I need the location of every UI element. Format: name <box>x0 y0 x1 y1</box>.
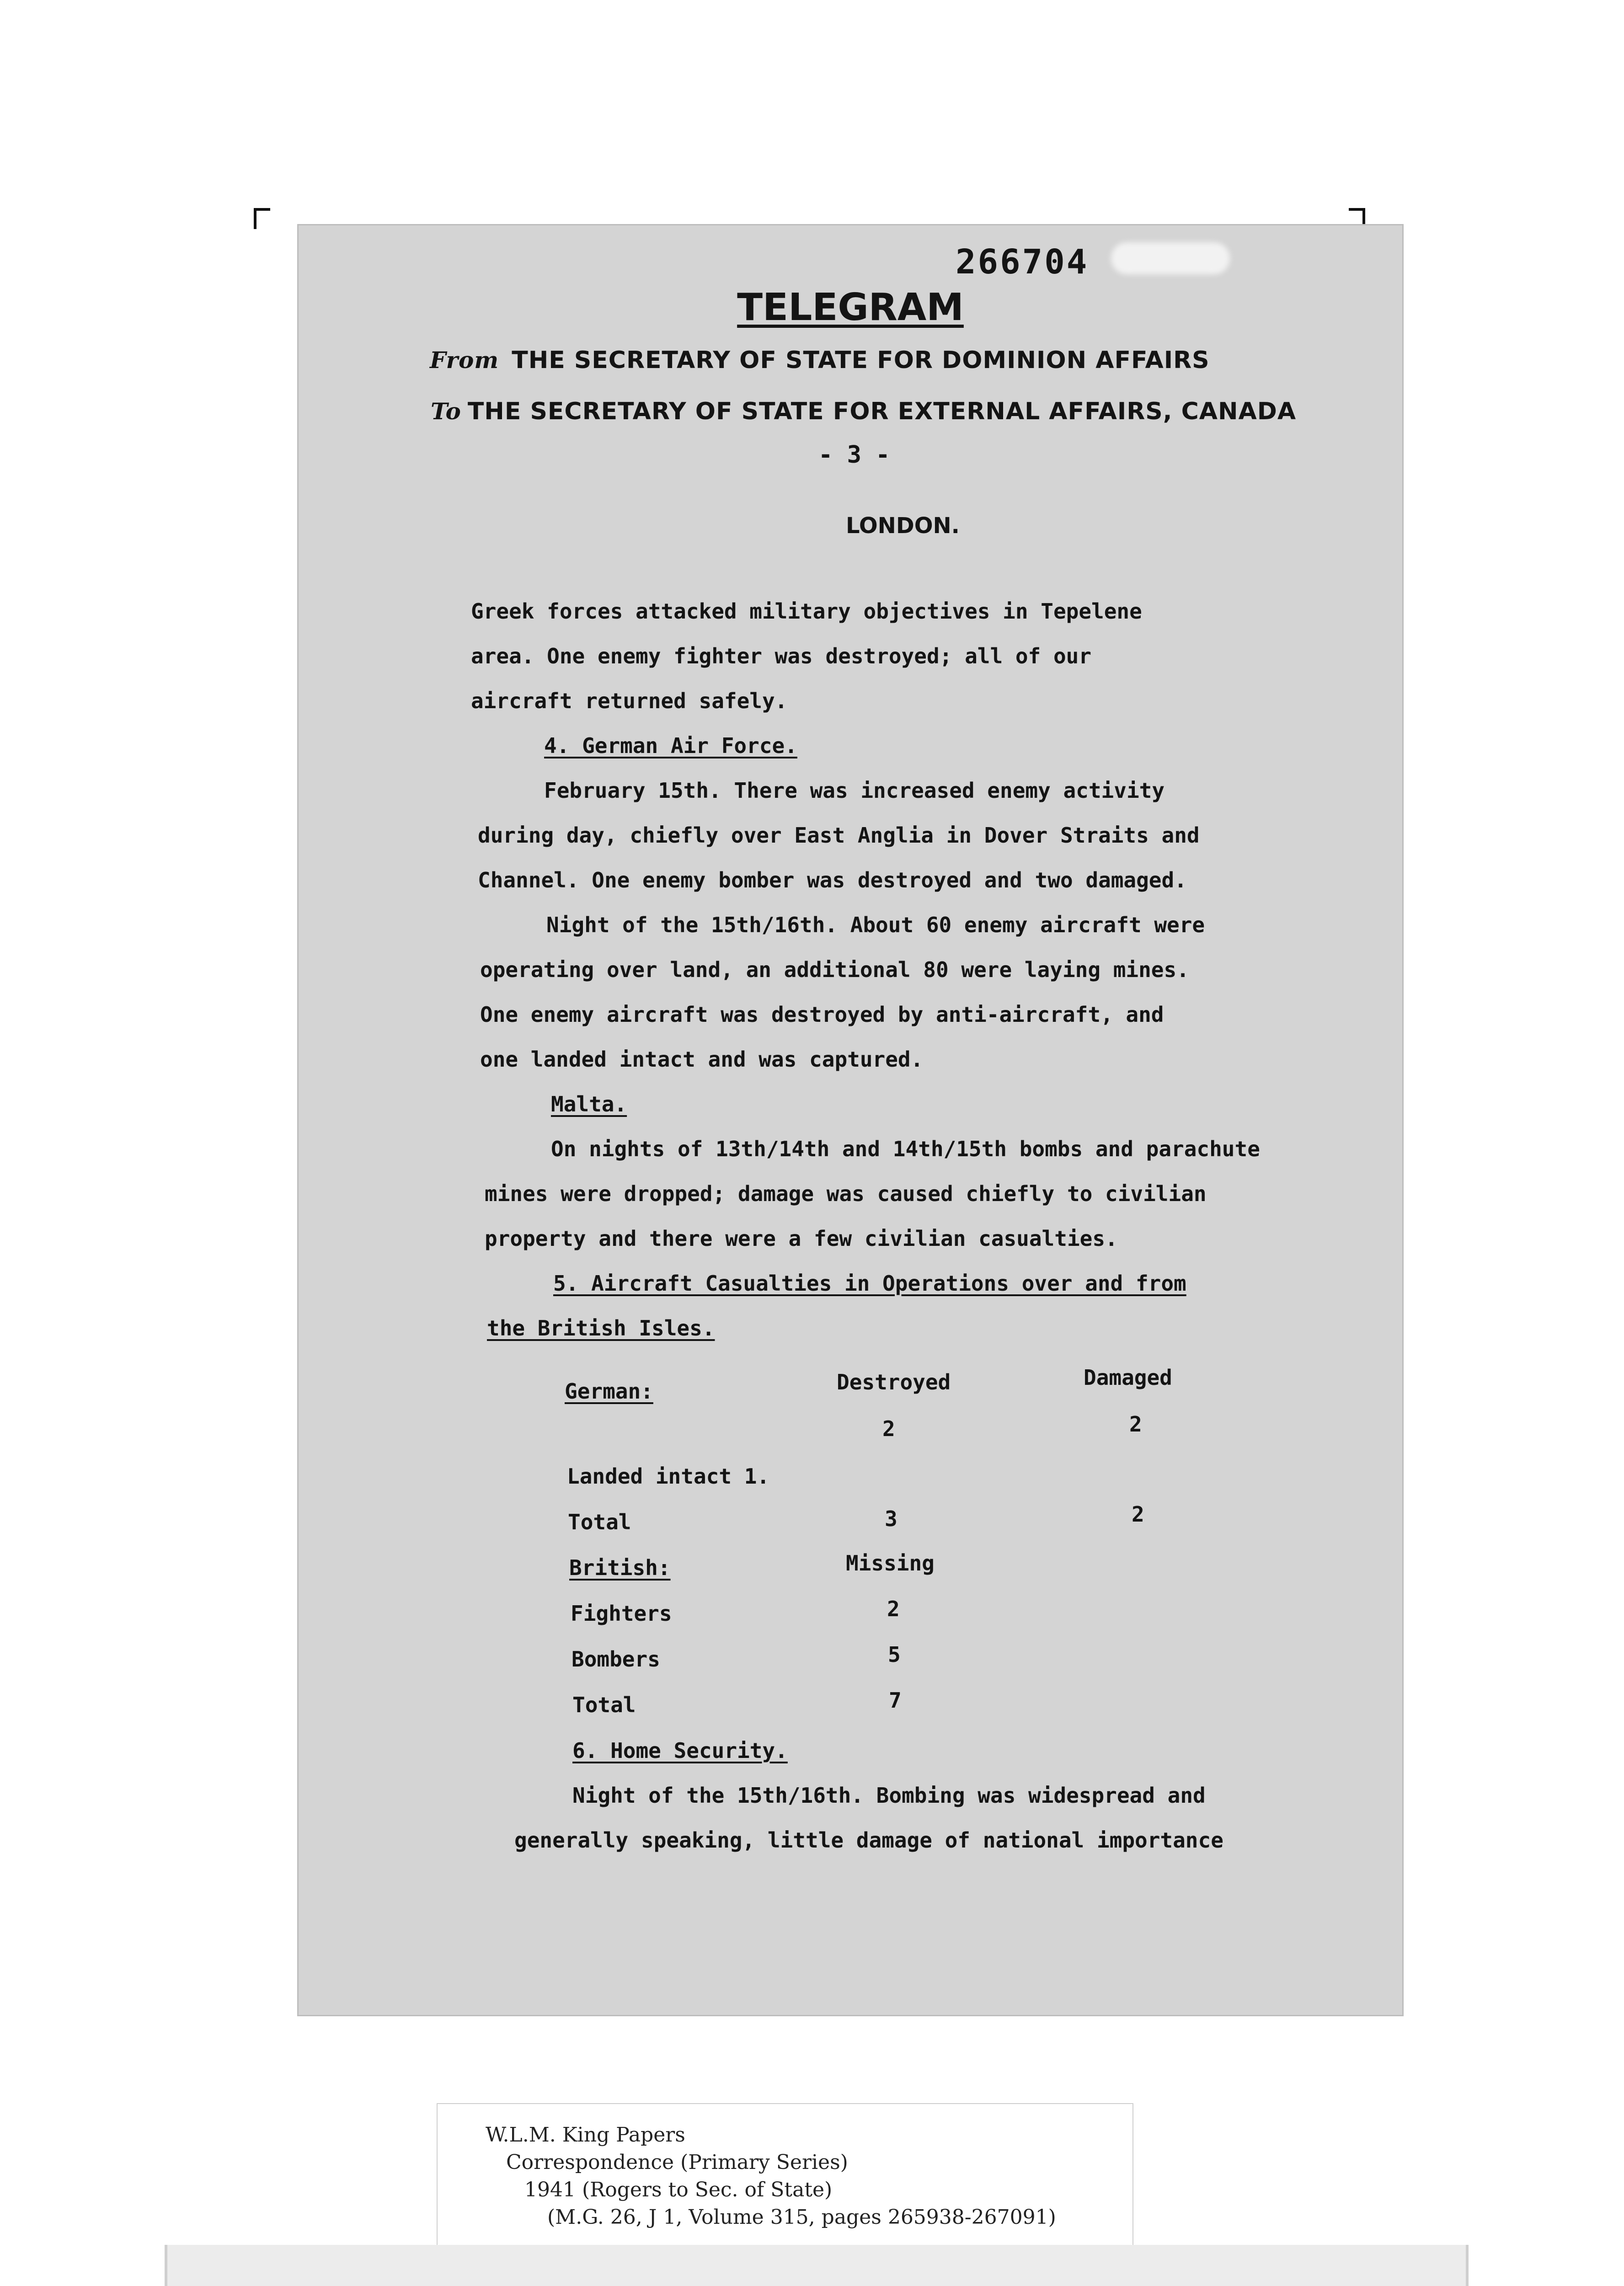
total-destroyed: 3 <box>885 1506 897 1531</box>
body-line: February 15th. There was increased enemy activity <box>544 778 1165 803</box>
collection-slip <box>437 2103 1133 2265</box>
body-line: Channel. One enemy bomber was destroyed and two damaged. <box>478 868 1187 892</box>
from-line <box>430 347 1210 374</box>
german-label: German: <box>565 1379 653 1404</box>
slip-line: Correspondence (Primary Series) <box>506 2151 848 2174</box>
section-heading-4: 4. German Air Force. <box>544 733 797 758</box>
body-line: aircraft returned safely. <box>471 689 788 713</box>
destroyed-header: Destroyed <box>837 1370 951 1394</box>
section-heading-5-cont: the British Isles. <box>487 1316 715 1341</box>
fighters-label: Fighters <box>571 1601 672 1626</box>
section-heading-6: 6. Home Security. <box>572 1738 788 1763</box>
body-line: mines were dropped; damage was caused chiefly to civilian <box>485 1181 1207 1206</box>
section-heading-5: 5. Aircraft Casualties in Operations over and from <box>553 1271 1186 1296</box>
total-damaged: 2 <box>1132 1502 1144 1527</box>
landed-intact: Landed intact 1. <box>567 1464 770 1489</box>
telegram-document <box>297 224 1404 2016</box>
section-heading-malta: Malta. <box>551 1092 627 1116</box>
from-value: THE SECRETARY OF STATE FOR DOMINION AFFAIRS <box>512 347 1210 374</box>
body-line: one landed intact and was captured. <box>480 1047 924 1072</box>
to-value: THE SECRETARY OF STATE FOR EXTERNAL AFFAIRS, CANADA <box>467 398 1297 425</box>
body-line: property and there were a few civilian casualties. <box>485 1226 1118 1251</box>
to-line <box>431 398 1296 425</box>
body-line: Greek forces attacked military objectives in Tepelene <box>471 599 1142 624</box>
damaged-header: Damaged <box>1084 1365 1172 1390</box>
body-line: generally speaking, little damage of national importance <box>514 1828 1223 1853</box>
fighters-missing: 2 <box>887 1597 900 1621</box>
from-label: From <box>430 347 499 374</box>
archives-banner <box>165 2245 1469 2286</box>
missing-header: Missing <box>846 1551 935 1576</box>
serial-number: 266704 <box>956 242 1089 282</box>
body-line: area. One enemy fighter was destroyed; all of our <box>471 644 1092 668</box>
telegram-title: TELEGRAM <box>737 286 964 329</box>
slip-line: 1941 (Rogers to Sec. of State) <box>524 2178 833 2201</box>
to-label: To <box>431 398 461 425</box>
body-line: Night of the 15th/16th. Bombing was widespread and <box>572 1783 1206 1808</box>
body-line: operating over land, an additional 80 were laying mines. <box>480 957 1189 982</box>
bombers-missing: 5 <box>888 1642 901 1667</box>
german-damaged: 2 <box>1129 1412 1142 1437</box>
crop-mark-top-left <box>254 208 270 229</box>
body-line: One enemy aircraft was destroyed by anti-aircraft, and <box>480 1002 1164 1027</box>
total-label: Total <box>568 1510 631 1534</box>
page-number: - 3 - <box>818 441 890 469</box>
body-line: Night of the 15th/16th. About 60 enemy aircraft were <box>546 913 1205 937</box>
slip-line: W.L.M. King Papers <box>486 2123 685 2147</box>
paper-smudge <box>1111 242 1230 274</box>
location: LONDON. <box>846 513 960 539</box>
body-line: On nights of 13th/14th and 14th/15th bombs and parachute <box>551 1137 1260 1161</box>
slip-line: (M.G. 26, J 1, Volume 315, pages 265938-267091) <box>547 2206 1056 2229</box>
german-destroyed: 2 <box>882 1416 895 1441</box>
body-line: during day, chiefly over East Anglia in Dover Straits and <box>478 823 1200 848</box>
british-label: British: <box>569 1555 671 1580</box>
bombers-label: Bombers <box>572 1647 660 1672</box>
british-total-missing: 7 <box>889 1688 902 1713</box>
british-total-label: Total <box>572 1693 636 1717</box>
